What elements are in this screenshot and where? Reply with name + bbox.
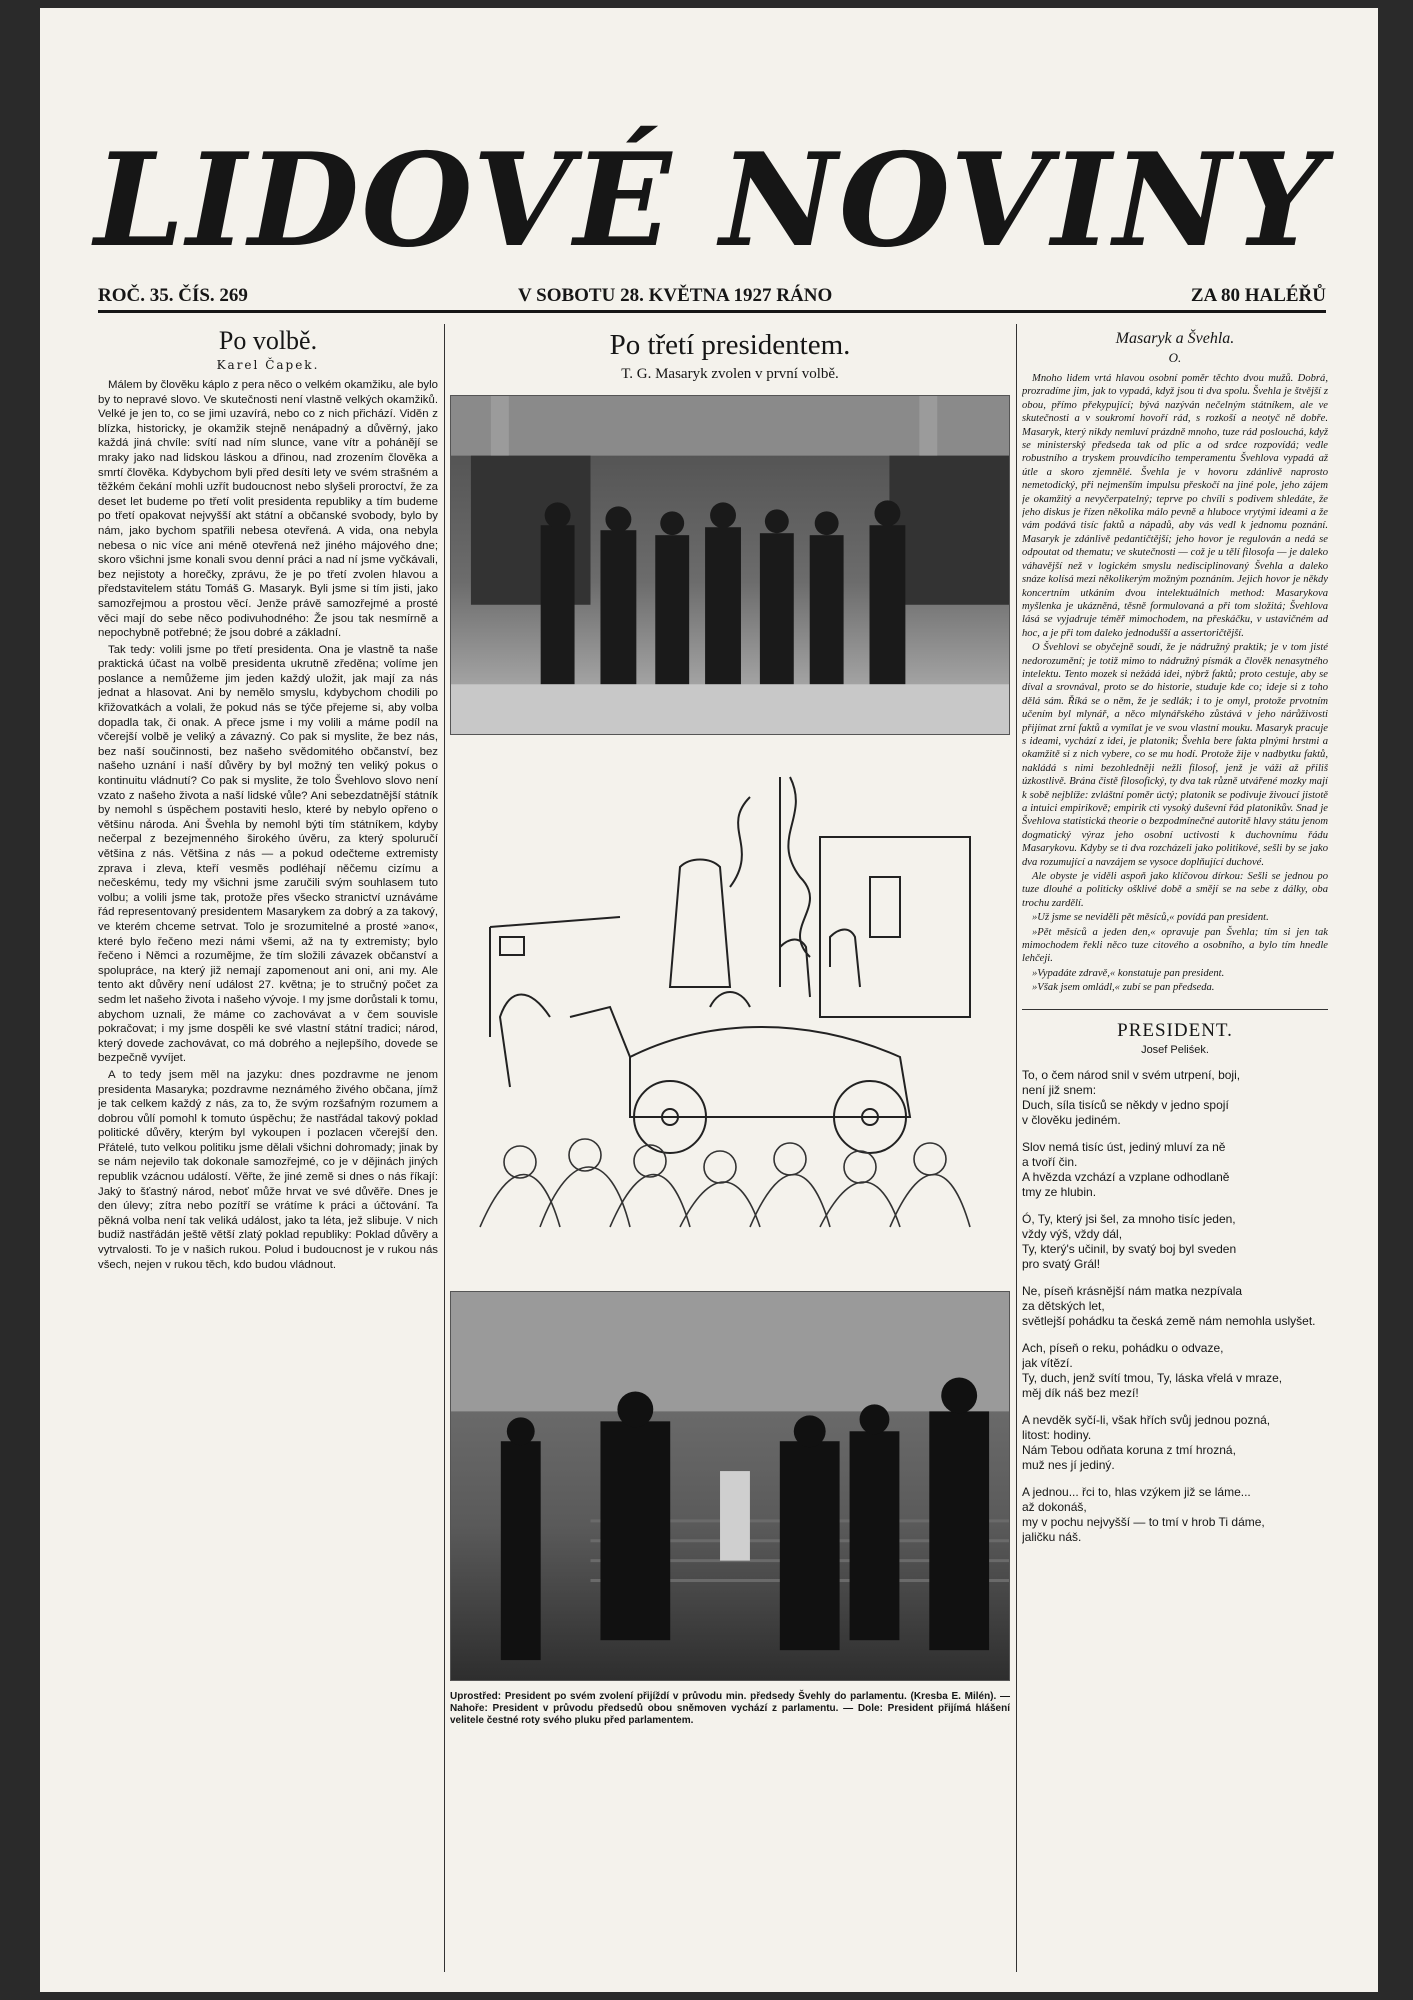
poem-line: vždy výš, vždy dál, (1022, 1226, 1123, 1241)
photo-caption: Uprostřed: President po svém zvolení přijíždí v průvodu min. předsedy Švehly do parlamentu. (Kresba E. Milén). — Nahoře: President v průvodu předsedů obou sněmoven vychází z parlamentu. — Dole: President přijímá hlášení velitele čestné roty svého pluku před parlamentem. (450, 1691, 1010, 1726)
poem-line: Ach, píseň o reku, pohádku o odvaze, (1022, 1340, 1224, 1355)
poem-line: a tvoří čin. (1022, 1154, 1078, 1169)
poem-line: To, o čem národ snil v svém utrpení, boji, (1022, 1067, 1241, 1082)
poem-line: není již snem: (1022, 1082, 1097, 1097)
poem-stanza (1022, 1284, 1328, 1329)
photo-president-leaving-parliament (450, 395, 1010, 735)
left-column (98, 326, 438, 1976)
sketch-image (450, 757, 1010, 1237)
issue-number: ROČ. 35. ČÍS. 269 (98, 285, 248, 306)
right-column (1022, 326, 1328, 1976)
paragraph: »Vypadáte zdravě,« konstatuje pan president. (1032, 967, 1225, 979)
paragraph: Tak tedy: volili jsme po třetí presidenta. Ona je vlastně ta naše praktická účast na volbě presidenta ukrutně zředěna; volíme jen poslance a nemůžeme jim jeden každý uložit, jak mají za nás jednat a hlasovat. Ani by nemělo smyslu, kdybychom chodili po křižovatkách a volali, že pokud nás se týče přejeme si, aby volba dopadla tak, či onak. A přece jsme i my volili a máme podíl na včerejší volbě je veliký a závazný. Co pak si myslite, že bez nás, bez naší součinnosti, bez našeho svědomitého občanství, bez našeho uznání i naší důvěry by byl možný ten veliký pokus o kontinuitu vládnutí? Co pak si myslite, že tolo Švehlovo slovo není vzato z našeho života a naší lidské vůle? Ani sebezdatnější státník by nemohl s úspěchem postaviti heslo, které by nebylo opřeno o většinu národa. Ani Švehla by nemohl býti tím státníkem, kdyby nečerpal z bezejmenného širokého úvěru, za který spoluručí většina z nás. Většina z nás — a pokud odečteme extremisty zprava i zleva, kteří vesměs podléhají něčemu cizímu a nečeskému, tedy my všichni jsme zaručili svým souhlasem tuto volbu; a volili jsme tak, protože přes všecko stranictví uznáváme řád representovaný presidentem Masarykem za dobrý a za takový, ve kterém chceme setrvat. Tolo je srozumitelné a prosté »ano«, které bylo řečeno mezi námi všemi, až na ty extremisty; bylo řečeno i Němci a rozumějme, že tím složili závazek občanství a spolupráce, na který již nemají zapomenout ani oni, ani my. Ale tento akt důvěry není událost 27. května; je to stručný počet za sedm let našeho života i našeho vývoje. I my jsme dorůstali k tomu, abychom uznali, že máme co zachovávat a v čem souvisle pokračovat; i my jsme dospěli ke své vlastní státní tradici; národ, který dovede zachovávat, co má dobrého a nejlepšího, dovede se bezpečně vyvíjet. (98, 643, 438, 1065)
dateline (98, 285, 1326, 313)
poem-line: Ne, píseň krásnější nám matka nezpívala (1022, 1283, 1243, 1298)
left-article-author: Karel Čapek. (216, 358, 320, 372)
poem-line: muž nes jí jediný. (1022, 1457, 1115, 1472)
poem-stanza (1022, 1212, 1328, 1272)
paragraph: »Už jsme se neviděli pět měsíců,« povídá pan president. (1032, 912, 1269, 924)
newspaper-page (40, 8, 1378, 1992)
poem-line: Slov nemá tisíc úst, jediný mluví za ně (1022, 1139, 1226, 1154)
poem-line: v člověku jediném. (1022, 1112, 1121, 1127)
poem-line: pro svatý Grál! (1022, 1256, 1101, 1271)
section-divider (1022, 1009, 1328, 1010)
right-article-title: Masaryk a Švehla. (1115, 330, 1235, 347)
poem-line: tmy ze hlubin. (1022, 1184, 1097, 1199)
paragraph: A to tedy jsem měl na jazyku: dnes pozdravme ne jenom presidenta Masaryka; pozdravme neznámého živého občana, jímž je tak celkem každý z nás, za to, že svým rozšafným rozumem a dobrou vůlí pomohl k tomuto úspěchu; že nastřádal takový poklad politické důvěry, kterým byl vykoupen i pozlacen včerejší den. Přátelé, tuto velkou politiku jsme dělali všichni dohromady; jinak by se nám nejevilo tak dokonale samozřejmé, co je v dějinách jiných republik vzácnou událostí. Věřte, že jiné země si dnes o nás říkají: Jaký to šťastný národ, neboť může hrvat ve své důvěře. Dnes je den úlevy; zítra nebo pozítří se vrátíme k práci a účtování. Ta pěkná volba není tak veliká událost, jako ta léta, jež slibuje. V nich budiž nastřádán ještě větší zlatý poklad republiky: Poklad důvěry a vytrvalosti. To je v našich rukou. Polud i budoucnost je v rukou nás všech, nejen v rukou těch, kdo budou vládnout. (98, 1068, 438, 1271)
paragraph: »Však jsem omládl,« zubí se pan předseda. (1032, 982, 1215, 994)
poem-stanza (1022, 1485, 1328, 1545)
photo-image (451, 396, 1009, 734)
poem-stanza (1022, 1341, 1328, 1401)
poem-title: PRESIDENT. (1117, 1019, 1233, 1041)
poem-line: Ty, duch, jenž svítí tmou, Ty, láska vřelá v mraze, (1022, 1370, 1283, 1385)
poem-line: A hvězda vzchází a vzplane odhodlaně (1022, 1169, 1230, 1184)
issue-price: ZA 80 HALÉŘŮ (1190, 285, 1326, 306)
poem-line: Nám Tebou odňata koruna z tmí hrozná, (1022, 1442, 1236, 1457)
poem-line: Ty, který's učinil, by svatý boj byl sveden (1022, 1241, 1237, 1256)
center-article-subtitle: T. G. Masaryk zvolen v první volbě. (621, 366, 839, 382)
paragraph: Mnoho lidem vrtá hlavou osobní poměr těchto dvou mužů. Dobrá, prozradíme jim, jak to vypadá, když jsou ti dva spolu. Švehla je štvější z obou, přímo překypující; bývá nazýván nečelným státníkem, ale ve skutečnosti a v soukromí hovoří rád, s rozkoší a neotyč ně dobře. Masaryk, který nikdy nemluví prázdně mnoho, tuze rád poslouchá, když se ministerský předseda tak od plic a od srdce rozpovídá; vedle robustního a tryskem prouvdícího temperamentu Švehlova vypadá až útle a skoro zjemnělé. Švehla je v hovoru zdánlivě naprosto nemetodický, při nejmenším impulsu přeskočí na jiné pole, jeho zájem je okamžitý a nevyčerpatelný; teprve po chvíli s podivem shledáte, že jeho diskus je řízen několika málo pevně a hluboce vrytými ideami a že vám podává tisíc faktů a nápadů, aby vás vedl k jednomu poznání. Masaryk je zdánlivě pedantičtější; jeho hovor je regulován a nedá se odpoutat od thematu; ve skutečnosti — což je u tělí filosofa — je daleko váhavější než v logickém smyslu nedisciplinovaný Švehla a daleko snáze kolísá mezi několikerým možným poznáním. Jejich hovor je někdy koncertním utkáním dvou intelektuálních method: Masarykova myšlenka je ukázněná, těsně formulovaná a při tom složitá; Švehlova lásá se vyjadruje téměř mimochodem, na přeskáčku, v ustavičném ad hoc, a je při tom daleko jednodušší a assertoričtější. (1022, 373, 1328, 639)
poem-line: Duch, síla tisíců se někdy v jedno spojí (1022, 1097, 1229, 1112)
left-article-title: Po volbě. (218, 326, 318, 355)
poem-line: až dokonáš, (1022, 1499, 1087, 1514)
column-divider (1016, 324, 1017, 1972)
photo-president-honor-guard (450, 1291, 1010, 1681)
sketch-president-procession (450, 757, 1010, 1237)
poem-line: jak vítězí. (1022, 1355, 1073, 1370)
poem-line: za dětských let, (1022, 1298, 1105, 1313)
poem-line: A nevděk syčí-li, však hřích svůj jednou pozná, (1022, 1412, 1271, 1427)
paragraph: Málem by člověku káplo z pera něco o velkém okamžiku, ale bylo by to nepravé slovo. Ve skutečnosti není vlastně velkých okamžiků. Velké je jen to, co se jimi uzavírá, nebo co z nich přichází. Viděn z blízka, historicky, je okamžik stejně nenápadný a důvěrný, jako každá jiná chvíle: svítí nad ním slunce, vane vítr a pohánějí se mraky jako nad lidskou láskou a dřinou, nad zrozením člověka a smrtí člověka. Kdybychom byli před desíti lety ve svém strašném a těžkém čekání mohli uzřít budoucnost nebo slyšeli proroctví, že za deset let budeme po třetí volit presidenta republiky a tím budeme po třetí opakovat nejvyšší akt státní a občanské svobody, bylo by nám, jako bychom spatřili nebesa otevřená. A vida, ona nebyla nebesa o nic více ani méně otevřená než jiného májového dne; skoro všichni jsme konali svou denní práci a nad ní jsme vyčkávali, bez nejistoty a horečky, zprávu, že je po třetí zvolen hlavou a představitelem státu Tomáš G. Masaryk. Byli jsme si tím jisti, jako samozřejmou a prostou věcí. Jenže právě samozřejmé a prosté věci mají do sebe něco podivuhodného: Že jsou tak nesmírně a nepochybně potřebné; že jsou dobré a základní. (98, 379, 438, 640)
column-divider (444, 324, 445, 1972)
right-article-numeral: O. (1168, 350, 1182, 365)
poem-author: Josef Peliśek. (1141, 1043, 1209, 1056)
poem-stanza (1022, 1413, 1328, 1473)
masthead-title: LIDOVÉ NOVINY (94, 126, 1326, 276)
poem-line: litost: hodiny. (1022, 1427, 1092, 1442)
center-column (450, 326, 1010, 1976)
photo-image (451, 1292, 1009, 1680)
poem-line: jaličku náš. (1022, 1529, 1082, 1544)
poem-stanza (1022, 1068, 1328, 1128)
poem-stanza (1022, 1140, 1328, 1200)
issue-date: V SOBOTU 28. KVĚTNA 1927 RÁNO (518, 285, 833, 306)
poem-line: A jednou... řci to, hlas vzýkem již se láme... (1022, 1484, 1251, 1499)
poem-line: my v pochu nejvyšší — to tmí v hrob Ti dáme, (1022, 1514, 1265, 1529)
poem-line: světlejší pohádku ta česká země nám nemohla uslyšet. (1022, 1313, 1316, 1328)
paragraph: O Švehlovi se obyčejně soudí, že je nádružný praktik; je v tom jisté nedorozumění; je totiž mimo to nádružný písmák a člověk nenasytného intelektu. Tento mozek si nežádá idei, nýbrž faktů; proto cestuje, aby se díval a srovnával, proto se do historie, studuje kde co; ideje si z toho dělá sám. Říká se o něm, že je sedlák; i to je omyl, protože prvotním učením byl mlynář, a něco mlynářského zůstává v jeho nárůživosti přijímat zrní faktů a vymílat je ve svou vlastní mouku. Masaryk pracuje s ideami, vychází z idei, je platonik; Švehla bere fakta plnými hrstmi a okamžitě si z nich vybere, co se mu hodí. Protože žije v nadbytku faktů, nakládá s nimi bezohledněji nežli filosof, jenž je váži až přiliš úzkostlivě. Brána čistě filosofický, ty dva tak různě utvářené mozky mají k sobě nejblíže: zvláštní poměr úctý; platonik se podivuje živoucí jistotě a intuici empirikově; empirik cti vysoký duševní řád platonikův. Snad je Švehlova statistická theorie o bezpodmínečné autoritě hlavy státu jenom dogmatický výraz jeho osobní uctivosti k duchovnímu řádu Masarykovu. Kdyby se ti dva rozcházeli jako politikové, sešli by se jako dva rozumující a navzájem se vysoce doplňující duchové. (1022, 642, 1328, 868)
paragraph: Ale obyste je viděli aspoň jako klíčovou dírkou: Sešli se jednou po tuze dlouhé a politicky ošklivé době a smějí se na sebe z dálky, oba trochu zardělí. (1022, 871, 1328, 909)
poem-body (1022, 1068, 1328, 1545)
paragraph: »Pět měsíců a jeden den,« opravuje pan Švehla; tím si jen tak mimochodem řekli něco tuze citového a osobního, a bylo tím hnedle lehčeji. (1022, 926, 1328, 965)
left-article-body (98, 378, 438, 1272)
poem-line: Ó, Ty, který jsi šel, za mnoho tisíc jeden, (1022, 1211, 1236, 1226)
poem-line: měj dík náš bez mezí! (1022, 1385, 1139, 1400)
center-article-title: Po třetí presidentem. (609, 329, 851, 361)
right-article-body (1022, 372, 1328, 995)
